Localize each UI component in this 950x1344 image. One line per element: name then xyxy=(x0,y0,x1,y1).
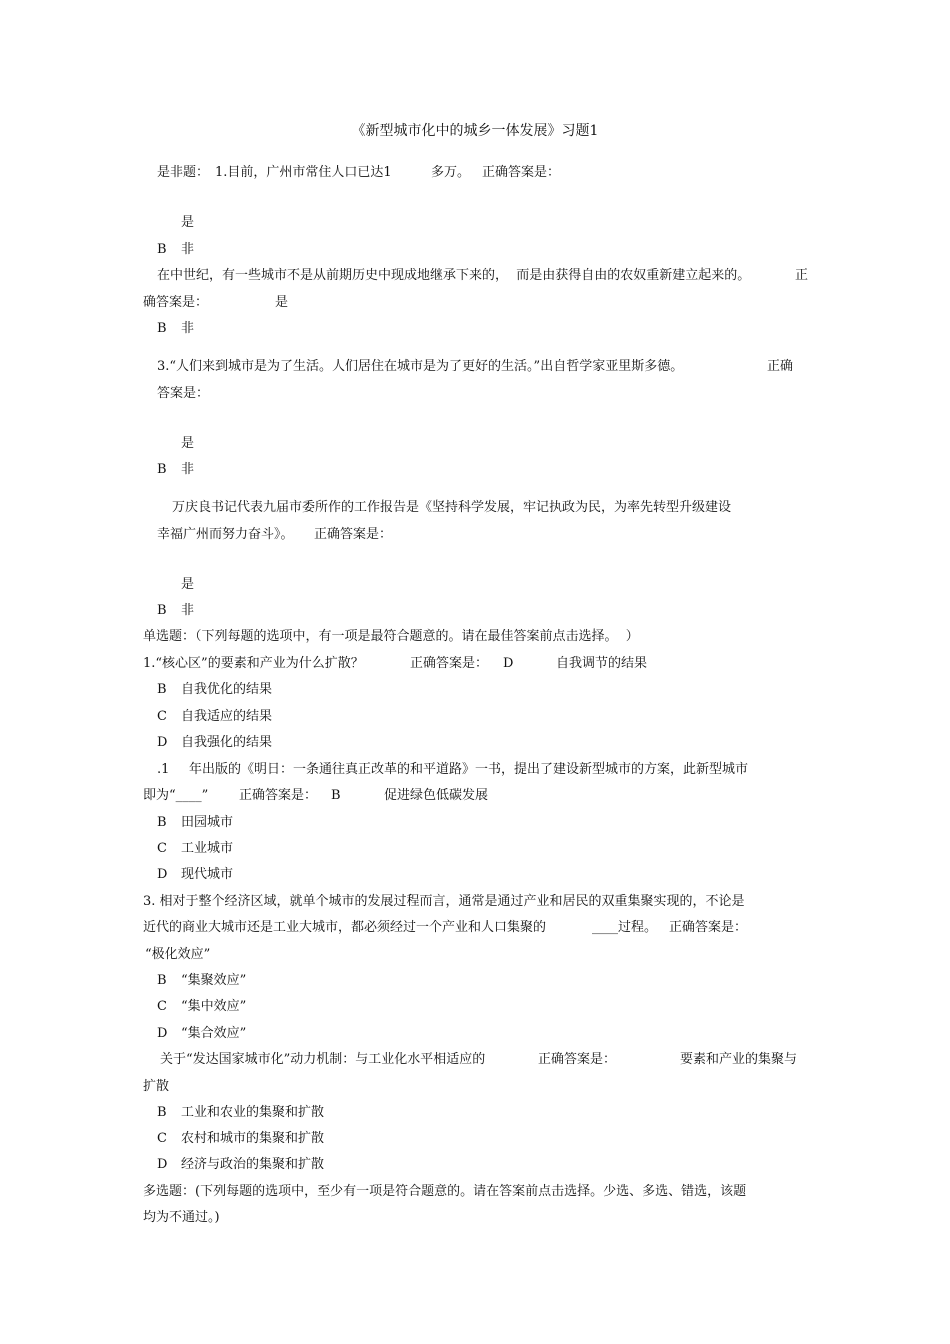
sc-q4-answer-label: 正确答案是： xyxy=(538,1052,617,1067)
sc-q2-option[interactable]: 田园城市 xyxy=(181,815,234,830)
tf-q4-text: 万庆良书记代表九届市委所作的工作报告是《坚持科学发展，牢记执政为民，为率先转型升级建设 xyxy=(172,500,732,515)
sc-q1-option-letter: B xyxy=(157,682,167,697)
tf-q1-text-b: 多万。 xyxy=(431,165,471,180)
sc-q2-text-cont: 即为“____” xyxy=(143,788,209,803)
tf-q3-option-a[interactable]: 是 xyxy=(181,436,195,451)
sc-q1-option[interactable]: 自我强化的结果 xyxy=(181,735,273,750)
sc-q4-option-letter: C xyxy=(157,1131,167,1146)
tf-q2-option-b-letter: B xyxy=(157,321,167,336)
sc-q1-answer-label: 正确答案是： xyxy=(410,656,489,671)
sc-q4-option[interactable]: 工业和农业的集聚和扩散 xyxy=(181,1105,325,1120)
sc-q3-option-letter: C xyxy=(157,999,167,1014)
tf-q3-option-b-letter: B xyxy=(157,462,167,477)
tf-q3-answer-a: 正确 xyxy=(767,359,794,374)
sc-q4-option[interactable]: 经济与政治的集聚和扩散 xyxy=(181,1157,325,1172)
sc-q4-option[interactable]: 农村和城市的集聚和扩散 xyxy=(181,1131,325,1146)
sc-q3-option[interactable]: “集合效应” xyxy=(181,1026,247,1041)
tf-q4-answer-label: 正确答案是： xyxy=(314,527,393,542)
true-false-header: 是非题： xyxy=(157,165,210,180)
sc-q4-option-letter: B xyxy=(157,1105,167,1120)
tf-q1-option-a[interactable]: 是 xyxy=(181,215,195,230)
sc-q2-option-letter: B xyxy=(157,815,167,830)
single-choice-header: 单选题：（下列每题的选项中，有一项是最符合题意的。请在最佳答案前点击选择。 ） xyxy=(143,629,639,644)
tf-q1-option-b[interactable]: 非 xyxy=(181,242,195,257)
tf-q3-text: 3.“人们来到城市是为了生活。人们居住在城市是为了更好的生活。”出自哲学家亚里斯多德。 xyxy=(157,359,684,374)
sc-q4-answer-value: 要素和产业的集聚与 xyxy=(680,1052,798,1067)
page-title: 《新型城市化中的城乡一体发展》习题1 xyxy=(351,123,599,139)
sc-q1-answer-value: 自我调节的结果 xyxy=(556,656,648,671)
sc-q2-option-letter: C xyxy=(157,841,167,856)
multi-choice-header: 多选题：(下列每题的选项中，至少有一项是符合题意的。请在答案前点击选择。少选、多选、错选，该题 xyxy=(143,1184,747,1199)
multi-choice-header-cont: 均为不通过。) xyxy=(143,1210,220,1225)
tf-q4-option-a[interactable]: 是 xyxy=(181,577,195,592)
sc-q1-option-letter: D xyxy=(157,735,168,750)
tf-q4-option-b[interactable]: 非 xyxy=(181,603,195,618)
sc-q4-answer-cont: 扩散 xyxy=(143,1079,170,1094)
sc-q2-text: 年出版的《明日：一条通往真正改革的和平道路》一书，提出了建设新型城市的方案，此新型城市 xyxy=(189,762,749,777)
sc-q2-num: .1 xyxy=(157,762,170,777)
sc-q3-option-letter: D xyxy=(157,1026,168,1041)
sc-q2-answer-label: 正确答案是： xyxy=(239,788,318,803)
tf-q1-answer-label: 正确答案是： xyxy=(482,165,561,180)
tf-q2-text: 在中世纪，有一些城市不是从前期历史中现成地继承下来的， 而是由获得自由的农奴重新建立起来的。 xyxy=(157,268,751,283)
tf-q2-answer-value: 是 xyxy=(275,295,289,310)
sc-q3-text-cont-a: 近代的商业大城市还是工业大城市，都必须经过一个产业和人口集聚的 xyxy=(143,920,547,935)
tf-q4-option-b-letter: B xyxy=(157,603,167,618)
sc-q1-answer-letter: D xyxy=(503,656,514,671)
tf-q2-answer-a: 正 xyxy=(795,268,809,283)
sc-q3-option-letter: B xyxy=(157,973,167,988)
tf-q4-text-cont: 幸福广州而努力奋斗》。 xyxy=(157,527,294,542)
sc-q3-text-cont-b: ____过程。 xyxy=(592,920,658,935)
sc-q4-text: 关于“发达国家城市化”动力机制：与工业化水平相适应的 xyxy=(160,1052,486,1067)
tf-q3-option-b[interactable]: 非 xyxy=(181,462,195,477)
sc-q3-answer-value: “极化效应” xyxy=(145,947,211,962)
tf-q1-text-a: 1.目前，广州市常住人口已达1 xyxy=(215,165,392,180)
sc-q2-option[interactable]: 现代城市 xyxy=(181,867,234,882)
sc-q2-answer-value: 促进绿色低碳发展 xyxy=(384,788,489,803)
sc-q1-option-letter: C xyxy=(157,709,167,724)
sc-q1-option[interactable]: 自我适应的结果 xyxy=(181,709,273,724)
sc-q2-option-letter: D xyxy=(157,867,168,882)
sc-q3-option[interactable]: “集中效应” xyxy=(181,999,247,1014)
sc-q3-option[interactable]: “集聚效应” xyxy=(181,973,247,988)
tf-q2-option-b[interactable]: 非 xyxy=(181,321,195,336)
sc-q3-answer-label: 正确答案是： xyxy=(669,920,748,935)
sc-q2-option[interactable]: 工业城市 xyxy=(181,841,234,856)
sc-q2-answer-letter: B xyxy=(331,788,341,803)
sc-q3-text: 3. 相对于整个经济区域，就单个城市的发展过程而言，通常是通过产业和居民的双重集聚实现的，不论是 xyxy=(143,894,745,909)
tf-q2-answer-b: 确答案是： xyxy=(143,295,209,310)
tf-q1-option-b-letter: B xyxy=(157,242,167,257)
tf-q3-answer-b: 答案是： xyxy=(157,386,210,401)
sc-q1-text: 1.“核心区”的要素和产业为什么扩散？ xyxy=(143,656,364,671)
sc-q4-option-letter: D xyxy=(157,1157,168,1172)
sc-q1-option[interactable]: 自我优化的结果 xyxy=(181,682,273,697)
